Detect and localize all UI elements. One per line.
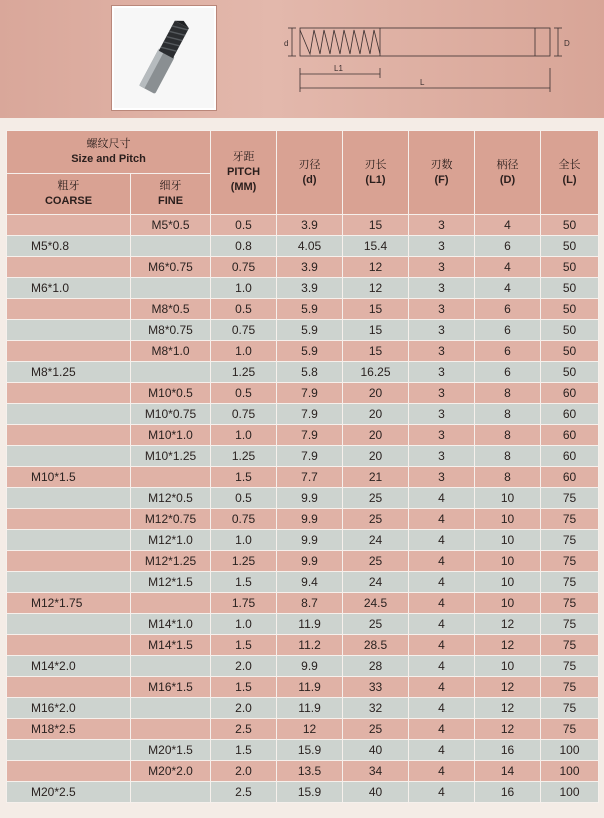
- coarse-cell: [7, 677, 131, 698]
- cutting-dia-cell: 5.9: [277, 320, 343, 341]
- shank-dia-cell: 12: [475, 719, 541, 740]
- cutting-dia-header-zh: 刃径: [298, 158, 321, 171]
- shank-dia-cell: 12: [475, 635, 541, 656]
- cutting-length-cell: 24.5: [343, 593, 409, 614]
- diagram-label-L1: L1: [334, 64, 343, 73]
- shank-dia-cell: 4: [475, 257, 541, 278]
- cutting-length-cell: 20: [343, 404, 409, 425]
- pitch-cell: 0.75: [211, 509, 277, 530]
- cutting-length-cell: 12: [343, 257, 409, 278]
- flutes-cell: 4: [409, 614, 475, 635]
- shank-dia-cell: 10: [475, 551, 541, 572]
- cutting-length-cell: 20: [343, 425, 409, 446]
- coarse-header: [7, 174, 131, 215]
- flutes-cell: 4: [409, 635, 475, 656]
- coarse-cell: [7, 320, 131, 341]
- table-row: [7, 698, 599, 719]
- pitch-header: [211, 131, 277, 215]
- fine-cell: M12*0.75: [131, 509, 211, 530]
- coarse-cell: [7, 488, 131, 509]
- shank-dia-header: [475, 131, 541, 215]
- pitch-cell: 1.5: [211, 635, 277, 656]
- flutes-cell: 3: [409, 425, 475, 446]
- cutting-dia-cell: 7.9: [277, 446, 343, 467]
- cutting-dia-cell: 13.5: [277, 761, 343, 782]
- fine-header-en: FINE: [157, 195, 184, 207]
- cutting-dia-cell: 8.7: [277, 593, 343, 614]
- pitch-cell: 0.5: [211, 215, 277, 236]
- pitch-cell: 0.75: [211, 257, 277, 278]
- shank-dia-cell: 6: [475, 236, 541, 257]
- table-row: [7, 299, 599, 320]
- cutting-length-cell: 24: [343, 572, 409, 593]
- flutes-cell: 4: [409, 740, 475, 761]
- fine-cell: M14*1.0: [131, 614, 211, 635]
- cutting-length-cell: 25: [343, 551, 409, 572]
- cutting-dia-cell: 9.4: [277, 572, 343, 593]
- coarse-cell: M16*2.0: [7, 698, 131, 719]
- coarse-cell: [7, 446, 131, 467]
- shank-dia-cell: 8: [475, 467, 541, 488]
- cutting-dia-cell: 9.9: [277, 530, 343, 551]
- overall-length-cell: 60: [541, 446, 599, 467]
- table-row: [7, 236, 599, 257]
- cutting-length-cell: 15: [343, 341, 409, 362]
- fine-cell: [131, 467, 211, 488]
- size-pitch-header-zh: 螺纹尺寸: [86, 138, 131, 150]
- pitch-cell: 1.25: [211, 446, 277, 467]
- overall-length-cell: 75: [541, 530, 599, 551]
- shank-dia-cell: 10: [475, 488, 541, 509]
- overall-length-cell: 75: [541, 509, 599, 530]
- shank-dia-cell: 6: [475, 362, 541, 383]
- flutes-header: [409, 131, 475, 215]
- cutting-length-cell: 12: [343, 278, 409, 299]
- shank-dia-cell: 8: [475, 446, 541, 467]
- pitch-cell: 1.5: [211, 740, 277, 761]
- flutes-cell: 4: [409, 761, 475, 782]
- flutes-header-en: (F): [434, 173, 449, 186]
- flutes-cell: 4: [409, 698, 475, 719]
- cutting-dia-cell: 11.9: [277, 698, 343, 719]
- pitch-cell: 0.75: [211, 404, 277, 425]
- cutting-dia-cell: 5.8: [277, 362, 343, 383]
- cutting-length-cell: 21: [343, 467, 409, 488]
- coarse-header-zh: 粗牙: [57, 180, 80, 192]
- pitch-cell: 0.5: [211, 383, 277, 404]
- coarse-cell: [7, 572, 131, 593]
- overall-length-cell: 100: [541, 782, 599, 803]
- overall-length-cell: 60: [541, 467, 599, 488]
- table-row: [7, 215, 599, 236]
- section-divider: [0, 118, 604, 130]
- shank-dia-header-zh: 柄径: [496, 158, 519, 171]
- coarse-cell: [7, 530, 131, 551]
- tool-dimension-diagram: [280, 8, 580, 108]
- shank-dia-cell: 14: [475, 761, 541, 782]
- cutting-dia-cell: 3.9: [277, 278, 343, 299]
- overall-length-cell: 50: [541, 278, 599, 299]
- overall-length-cell: 100: [541, 740, 599, 761]
- cutting-length-cell: 25: [343, 614, 409, 635]
- fine-cell: [131, 698, 211, 719]
- flutes-cell: 3: [409, 467, 475, 488]
- pitch-cell: 2.0: [211, 761, 277, 782]
- table-row: [7, 614, 599, 635]
- flutes-cell: 4: [409, 488, 475, 509]
- coarse-cell: [7, 215, 131, 236]
- cutting-length-cell: 28: [343, 656, 409, 677]
- fine-cell: M8*0.5: [131, 299, 211, 320]
- table-row: [7, 446, 599, 467]
- coarse-cell: M12*1.75: [7, 593, 131, 614]
- flutes-cell: 3: [409, 446, 475, 467]
- pitch-cell: 1.0: [211, 614, 277, 635]
- table-row: [7, 383, 599, 404]
- overall-length-cell: 50: [541, 257, 599, 278]
- fine-cell: [131, 782, 211, 803]
- overall-length-cell: 75: [541, 572, 599, 593]
- size-pitch-header: [7, 131, 211, 174]
- pitch-cell: 1.5: [211, 677, 277, 698]
- pitch-cell: 1.0: [211, 278, 277, 299]
- cutting-length-cell: 15: [343, 299, 409, 320]
- flutes-cell: 3: [409, 278, 475, 299]
- cutting-dia-cell: 11.9: [277, 614, 343, 635]
- coarse-cell: M10*1.5: [7, 467, 131, 488]
- flutes-cell: 3: [409, 320, 475, 341]
- cutting-dia-cell: 9.9: [277, 488, 343, 509]
- cutting-length-cell: 33: [343, 677, 409, 698]
- fine-cell: [131, 362, 211, 383]
- table-row: [7, 425, 599, 446]
- overall-length-cell: 75: [541, 635, 599, 656]
- shank-dia-cell: 10: [475, 530, 541, 551]
- flutes-cell: 3: [409, 383, 475, 404]
- overall-length-cell: 60: [541, 383, 599, 404]
- table-row: [7, 404, 599, 425]
- overall-length-cell: 75: [541, 593, 599, 614]
- table-row: [7, 278, 599, 299]
- fine-cell: [131, 656, 211, 677]
- coarse-cell: M5*0.8: [7, 236, 131, 257]
- table-row: [7, 719, 599, 740]
- overall-length-cell: 75: [541, 488, 599, 509]
- cutting-length-header: [343, 131, 409, 215]
- table-row: [7, 740, 599, 761]
- flutes-cell: 3: [409, 341, 475, 362]
- shank-dia-cell: 6: [475, 299, 541, 320]
- overall-length-cell: 50: [541, 362, 599, 383]
- coarse-cell: [7, 404, 131, 425]
- table-row: [7, 341, 599, 362]
- cutting-length-cell: 15: [343, 215, 409, 236]
- fine-header: [131, 174, 211, 215]
- cutting-dia-cell: 11.9: [277, 677, 343, 698]
- flutes-cell: 3: [409, 299, 475, 320]
- coarse-cell: [7, 425, 131, 446]
- cutting-length-cell: 15: [343, 320, 409, 341]
- fine-cell: M10*1.0: [131, 425, 211, 446]
- flutes-cell: 4: [409, 530, 475, 551]
- cutting-dia-cell: 3.9: [277, 215, 343, 236]
- pitch-cell: 1.5: [211, 572, 277, 593]
- cutting-dia-header: [277, 131, 343, 215]
- fine-cell: M20*2.0: [131, 761, 211, 782]
- header-banner: [0, 0, 604, 118]
- pitch-cell: 1.25: [211, 362, 277, 383]
- table-row: [7, 257, 599, 278]
- fine-cell: M16*1.5: [131, 677, 211, 698]
- pitch-cell: 0.5: [211, 488, 277, 509]
- cutting-length-cell: 40: [343, 740, 409, 761]
- fine-cell: M6*0.75: [131, 257, 211, 278]
- flutes-cell: 3: [409, 236, 475, 257]
- pitch-cell: 1.0: [211, 425, 277, 446]
- table-row: [7, 677, 599, 698]
- coarse-cell: [7, 635, 131, 656]
- cutting-dia-cell: 5.9: [277, 299, 343, 320]
- pitch-cell: 2.5: [211, 782, 277, 803]
- cutting-dia-cell: 9.9: [277, 656, 343, 677]
- table-row: [7, 782, 599, 803]
- coarse-cell: [7, 509, 131, 530]
- overall-length-cell: 50: [541, 299, 599, 320]
- fine-cell: [131, 278, 211, 299]
- cutting-dia-cell: 12: [277, 719, 343, 740]
- cutting-length-cell: 20: [343, 383, 409, 404]
- cutting-dia-cell: 9.9: [277, 551, 343, 572]
- table-row: [7, 593, 599, 614]
- overall-length-cell: 60: [541, 425, 599, 446]
- fine-cell: M12*0.5: [131, 488, 211, 509]
- cutting-dia-cell: 7.9: [277, 404, 343, 425]
- cutting-dia-cell: 9.9: [277, 509, 343, 530]
- table-row: [7, 467, 599, 488]
- pitch-cell: 1.0: [211, 341, 277, 362]
- coarse-header-en: COARSE: [44, 195, 93, 207]
- cutting-length-cell: 40: [343, 782, 409, 803]
- shank-dia-cell: 4: [475, 215, 541, 236]
- pitch-cell: 1.25: [211, 551, 277, 572]
- pitch-cell: 0.5: [211, 299, 277, 320]
- shank-dia-cell: 8: [475, 404, 541, 425]
- coarse-cell: M18*2.5: [7, 719, 131, 740]
- fine-cell: M10*0.75: [131, 404, 211, 425]
- fine-cell: [131, 593, 211, 614]
- cutting-dia-cell: 7.9: [277, 383, 343, 404]
- shank-dia-cell: 10: [475, 572, 541, 593]
- shank-dia-cell: 12: [475, 698, 541, 719]
- flutes-cell: 4: [409, 509, 475, 530]
- fine-cell: M8*1.0: [131, 341, 211, 362]
- spec-table: [6, 130, 599, 803]
- diagram-label-D: D: [564, 39, 570, 48]
- fine-cell: M10*1.25: [131, 446, 211, 467]
- overall-length-cell: 100: [541, 761, 599, 782]
- overall-length-cell: 60: [541, 404, 599, 425]
- shank-dia-cell: 16: [475, 740, 541, 761]
- flutes-cell: 4: [409, 782, 475, 803]
- coarse-cell: [7, 614, 131, 635]
- table-row: [7, 551, 599, 572]
- shank-dia-cell: 8: [475, 425, 541, 446]
- flutes-cell: 3: [409, 404, 475, 425]
- shank-dia-cell: 12: [475, 614, 541, 635]
- flutes-cell: 4: [409, 572, 475, 593]
- thread-mill-photo: [112, 6, 216, 110]
- fine-cell: M8*0.75: [131, 320, 211, 341]
- cutting-dia-cell: 5.9: [277, 341, 343, 362]
- cutting-dia-cell: 7.7: [277, 467, 343, 488]
- cutting-dia-cell: 15.9: [277, 740, 343, 761]
- overall-length-cell: 75: [541, 677, 599, 698]
- fine-cell: M5*0.5: [131, 215, 211, 236]
- overall-length-header-en: (L): [562, 173, 577, 186]
- table-row: [7, 635, 599, 656]
- size-pitch-header-en: Size and Pitch: [71, 153, 146, 165]
- coarse-cell: [7, 341, 131, 362]
- pitch-cell: 0.8: [211, 236, 277, 257]
- spec-table-body: [7, 215, 599, 803]
- overall-length-cell: 50: [541, 341, 599, 362]
- cutting-length-cell: 28.5: [343, 635, 409, 656]
- coarse-cell: [7, 761, 131, 782]
- cutting-dia-cell: 15.9: [277, 782, 343, 803]
- table-row: [7, 530, 599, 551]
- shank-dia-cell: 10: [475, 593, 541, 614]
- cutting-length-cell: 25: [343, 488, 409, 509]
- shank-dia-cell: 8: [475, 383, 541, 404]
- flutes-cell: 4: [409, 551, 475, 572]
- cutting-dia-cell: 7.9: [277, 425, 343, 446]
- shank-dia-cell: 16: [475, 782, 541, 803]
- diagram-label-d: d: [284, 39, 289, 48]
- cutting-dia-cell: 11.2: [277, 635, 343, 656]
- flutes-cell: 4: [409, 656, 475, 677]
- coarse-cell: [7, 299, 131, 320]
- table-row: [7, 320, 599, 341]
- shank-dia-header-en: (D): [499, 173, 516, 186]
- cutting-length-cell: 25: [343, 509, 409, 530]
- table-row: [7, 572, 599, 593]
- overall-length-cell: 75: [541, 698, 599, 719]
- coarse-cell: M6*1.0: [7, 278, 131, 299]
- technical-drawing: [280, 8, 580, 108]
- fine-cell: M10*0.5: [131, 383, 211, 404]
- cutting-length-cell: 16.25: [343, 362, 409, 383]
- pitch-cell: 2.0: [211, 656, 277, 677]
- cutting-dia-cell: 3.9: [277, 257, 343, 278]
- cutting-length-header-en: (L1): [365, 173, 386, 186]
- table-row: [7, 488, 599, 509]
- cutting-length-cell: 24: [343, 530, 409, 551]
- thread-mill-image: [114, 8, 214, 108]
- overall-length-cell: 75: [541, 551, 599, 572]
- coarse-cell: M20*2.5: [7, 782, 131, 803]
- flutes-cell: 3: [409, 362, 475, 383]
- pitch-header-unit: (MM): [230, 181, 257, 193]
- fine-cell: M12*1.5: [131, 572, 211, 593]
- fine-cell: M20*1.5: [131, 740, 211, 761]
- cutting-length-cell: 25: [343, 719, 409, 740]
- shank-dia-cell: 4: [475, 278, 541, 299]
- cutting-length-header-zh: 刃长: [364, 158, 387, 171]
- cutting-dia-cell: 4.05: [277, 236, 343, 257]
- fine-cell: M12*1.25: [131, 551, 211, 572]
- flutes-cell: 4: [409, 677, 475, 698]
- pitch-header-zh: 牙距: [232, 151, 255, 163]
- coarse-cell: [7, 257, 131, 278]
- overall-length-cell: 50: [541, 236, 599, 257]
- pitch-cell: 2.0: [211, 698, 277, 719]
- shank-dia-cell: 6: [475, 341, 541, 362]
- fine-cell: M14*1.5: [131, 635, 211, 656]
- shank-dia-cell: 6: [475, 320, 541, 341]
- fine-header-zh: 细牙: [159, 180, 182, 192]
- table-row: [7, 761, 599, 782]
- flutes-cell: 3: [409, 257, 475, 278]
- flutes-header-zh: 刃数: [430, 158, 453, 171]
- cutting-length-cell: 34: [343, 761, 409, 782]
- coarse-cell: M8*1.25: [7, 362, 131, 383]
- table-row: [7, 656, 599, 677]
- overall-length-cell: 50: [541, 215, 599, 236]
- overall-length-cell: 75: [541, 656, 599, 677]
- overall-length-cell: 50: [541, 320, 599, 341]
- pitch-cell: 0.75: [211, 320, 277, 341]
- coarse-cell: [7, 383, 131, 404]
- cutting-length-cell: 15.4: [343, 236, 409, 257]
- pitch-cell: 1.0: [211, 530, 277, 551]
- flutes-cell: 4: [409, 593, 475, 614]
- coarse-cell: [7, 551, 131, 572]
- cutting-dia-header-en: (d): [302, 173, 317, 186]
- diagram-label-L: L: [420, 78, 425, 87]
- overall-length-header: [541, 131, 599, 215]
- cutting-length-cell: 20: [343, 446, 409, 467]
- flutes-cell: 4: [409, 719, 475, 740]
- shank-dia-cell: 12: [475, 677, 541, 698]
- shank-dia-cell: 10: [475, 656, 541, 677]
- overall-length-cell: 75: [541, 719, 599, 740]
- cutting-length-cell: 32: [343, 698, 409, 719]
- coarse-cell: [7, 740, 131, 761]
- table-row: [7, 362, 599, 383]
- overall-length-header-zh: 全长: [558, 158, 581, 171]
- fine-cell: M12*1.0: [131, 530, 211, 551]
- coarse-cell: M14*2.0: [7, 656, 131, 677]
- shank-dia-cell: 10: [475, 509, 541, 530]
- table-row: [7, 509, 599, 530]
- pitch-cell: 1.75: [211, 593, 277, 614]
- fine-cell: [131, 236, 211, 257]
- pitch-cell: 1.5: [211, 467, 277, 488]
- pitch-cell: 2.5: [211, 719, 277, 740]
- flutes-cell: 3: [409, 215, 475, 236]
- pitch-header-en: PITCH: [227, 166, 261, 178]
- fine-cell: [131, 719, 211, 740]
- overall-length-cell: 75: [541, 614, 599, 635]
